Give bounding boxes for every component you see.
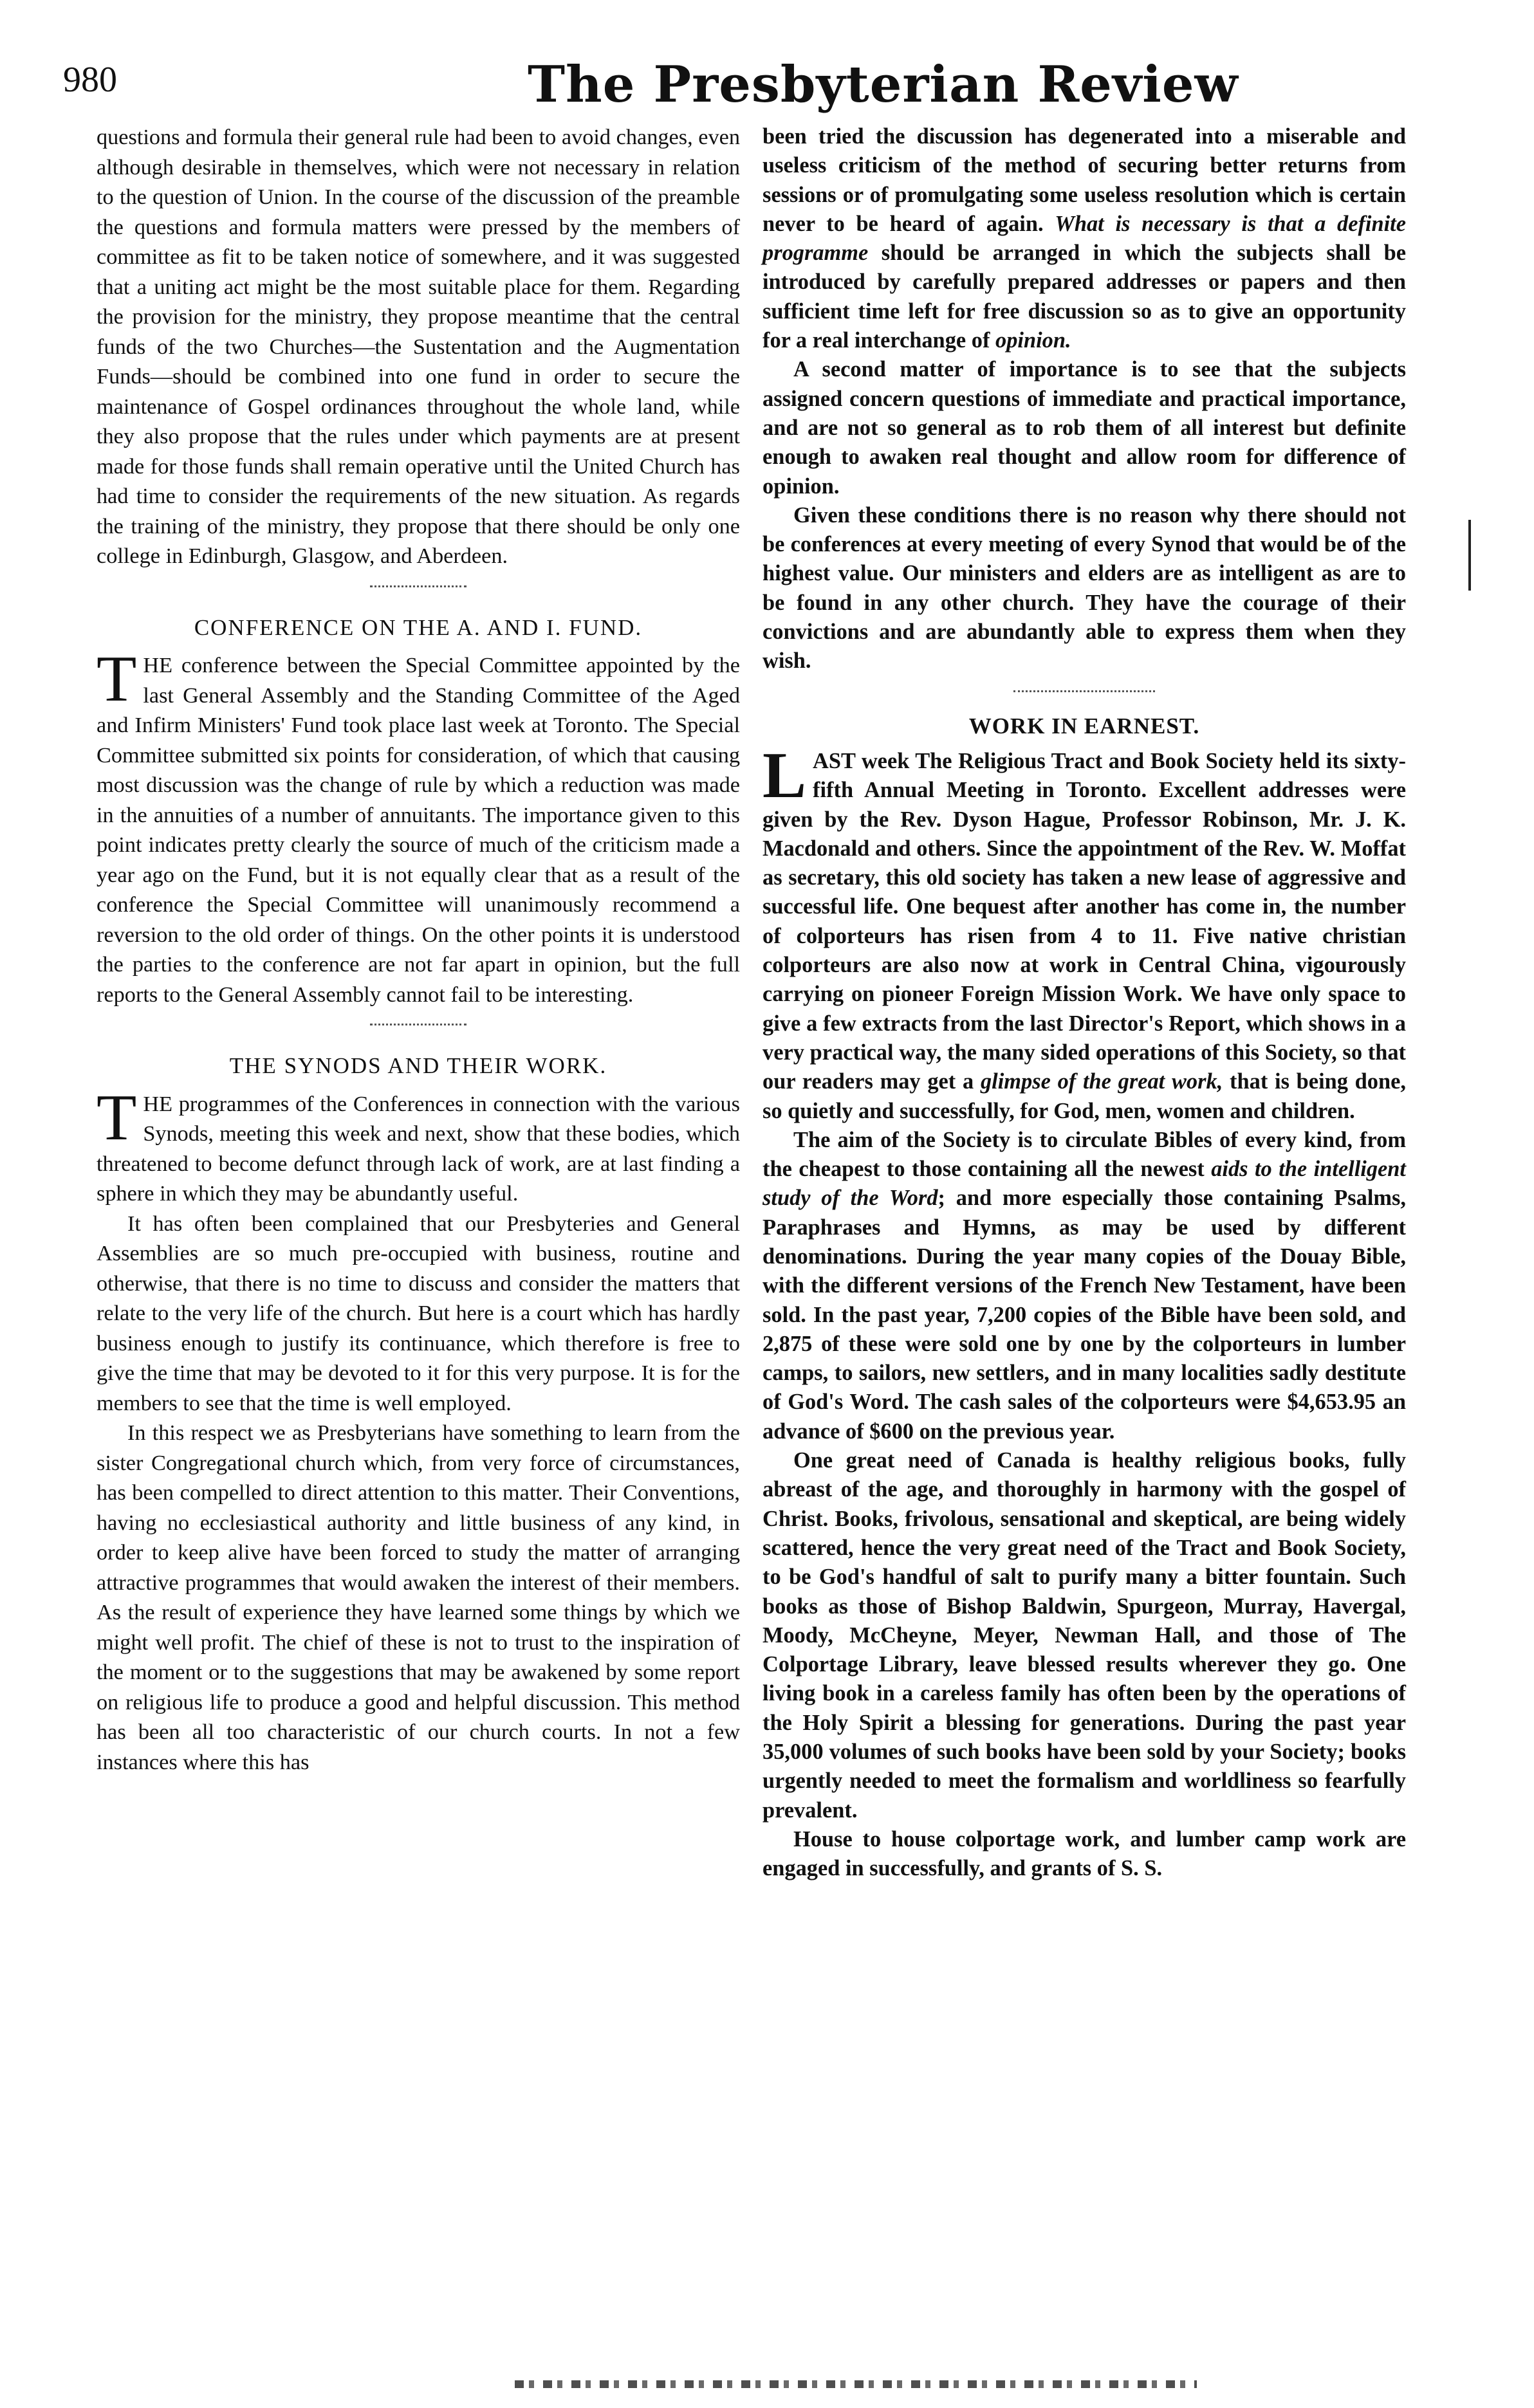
synods-paragraph-3: In this respect we as Presbyterians have something to learn from the sister Congregational church which, from very force of circumstances, has been compelled to direct attention to this matter. Their Conventions, having no ecclesiastical authority and little business of any kind, in order to keep alive have been forced to study the matter of arranging attractive programmes that would awaken the interest of their members. As the result of experience they have learned some things by which we might well profit. The chief of these is not to trust to the inspiration of the moment or to the suggestions that may be awakened by some report on religious life to produce a good and helpful discussion. This method has been all too characteristic of our church courts. In not a few instances where this has [97,1420,740,1774]
synods-dropcap: T [97,1081,137,1154]
work-in-earnest-paragraph-3: One great need of Canada is healthy religious books, fully abreast of the age, and thoroughly in harmony with the gospel of Christ. Books, frivolous, sensational and skeptical, are being widely scattered, hence the very great need of the Tract and Book Society, to be God's handful of salt to purify many a bitter fountain. Such books as those of Bishop Baldwin, Spurgeon, Murray, Havergal, Moody, McCheyne, Meyer, Newman Hall, and those of The Colportage Library, leave blessed results wherever they go. One living book in a careless family has often been by the operations of the Holy Spirit a blessing for generations. During the past year 35,000 volumes of such books have been sold by your Society; books urgently needed to meet the formalism and worldliness so fearfully prevalent. [762,1448,1406,1823]
section-divider [1013,690,1155,692]
union-continued-paragraph: questions and formula their general rule had been to avoid changes, even although desirable in themselves, which were not necessary in relation to the question of Union. In the course of the discussion of the preamble the questions and formula matters were pressed by the members of committee as fit to be taken notice of somewhere, and it was suggested that a uniting act might be the most suitable place for them. Regarding the provision for the ministry, they propose meantime that the central funds of the two Churches—the Sustentation and the Augmentation Funds—should be combined into one fund in order to secure the maintenance of Gospel ordinances throughout the whole land, while they also propose that the rules under which payments are at present made for those funds shall remain operative until the United Church has had time to consider the requirements of the new situation. As regards the training of the ministry, they propose that there should be only one college in Edinburgh, Glasgow, and Aberdeen. [97,125,740,568]
work-in-earnest-paragraph-2 [762,1126,1406,1446]
work-in-earnest-heading: WORK IN EARNEST. [968,713,1200,739]
right-column [762,122,1406,1884]
print-smudge [515,2380,1197,2388]
work-text-1-emphasis: glimpse of the great work, [980,1069,1223,1094]
conference-text: HE conference between the Special Committee appointed by the last General Assembly and the Standing Committee of the Aged and Infirm Ministers' Fund took place last week at Toronto. The Special Committee submitted six points for consideration, of which that causing most discussion was the change of rule by which a reduction was made in the annuities of a number of annuitants. The importance given to this point indicates pretty clearly the source of much of the criticism made a year ago on the Fund, but it is not equally clear that as a result of the conference the Special Committee will unanimously recommend a reversion to the old order of things. On the other points it is understood the parties to the conference are not far apart in opinion, but the full reports to the General Assembly cannot fail to be interesting. [97,653,740,1007]
publication-title: The Presbyterian Review [528,55,1239,114]
section-divider [370,1024,467,1025]
conference-heading: CONFERENCE ON THE A. AND I. FUND. [194,614,643,640]
synods-conditions-paragraph: Given these conditions there is no reason why there should not be conferences at every meeting of every Synod that would be of the highest value. Our ministers and elders are as intelligent as are to be found in any other church. They have the courage of their convictions and are abundantly able to express them when they wish. [762,502,1406,674]
left-column [97,122,740,1777]
synods-paragraph-1 [97,1081,740,1209]
synods-paragraph-2: It has often been complained that our Presbyteries and General Assemblies are so much pre-occupied with business, routine and otherwise, that there is no time to discuss and consider the matters that relate to the very life of the church. But here is a court which has hardly business enough to justify its continuance, which therefore is free to give the time that may be devoted to it for this very purpose. It is for the members to see that the time is well employed. [97,1211,740,1415]
section-divider [370,585,467,587]
work-text-1b: that is being done, so quietly and successfully, for God, men, women and children. [762,1069,1406,1123]
synods-continued-emphasis: What is necessary is that a definite programme [762,211,1406,266]
synods-second-matter-paragraph: A second matter of importance is to see that the subjects assigned concern questions of immediate and practical importance, and are not so general as to rob them of all interest but definite enough to awaken real thought and allow room for difference of opinion. [762,357,1406,499]
synods-continued-text-2: should be arranged in which the subjects shall be introduced by carefully prepared addresses or papers and then sufficient time left for free discussion so as to give an opportunity for a real interchange of [762,241,1406,353]
conference-dropcap: T [97,643,137,715]
synods-continued-emphasis-2: opinion. [995,328,1071,353]
conference-paragraph [97,643,740,1009]
synods-continued-paragraph [762,122,1406,355]
synods-text-1: HE programmes of the Conferences in connection with the various Synods, meeting this week and next, show that these bodies, which threatened to become defunct through lack of work, are at last finding a sphere in which they may be abundantly useful. [97,1091,740,1206]
work-text-1a: AST week The Religious Tract and Book Society held its sixty-fifth Annual Meeting in Toronto. Excellent addresses were given by the Rev. Dyson Hague, Professor Robinson, Mr. J. K. Macdonald and others. Since the appointment of the Rev. W. Moffat as secretary, this old society has taken a new lease of aggressive and successful life. One bequest after another has come in, the number of colporteurs has risen from 4 to 11. Five native christian colporteurs are also now at work in Central China, vigourously carrying on pioneer Foreign Mission Work. We have only space to give a few extracts from the last Director's Report, which shows in a very practical way, the many sided operations of this Society, so that our readers may get a [762,748,1406,1094]
work-in-earnest-paragraph-4: House to house colportage work, and lumber camp work are engaged in successfully, and grants of S. S. [762,1826,1406,1881]
work-text-2b: ; and more especially those containing Psalms, Paraphrases and Hymns, as may be used by different denominations. During the year many copies of the Douay Bible, with the different versions of the French New Testament, have been sold. In the past year, 7,200 copies of the Bible have been sold, and 2,875 of these were sold one by one by the colporteurs in lumber camps, to sailors, new settlers, and in many localities sadly destitute of God's Word. The cash sales of the colporteurs were $4,653.95 an advance of $600 on the previous year. [762,1186,1407,1444]
page-number: 980 [63,60,117,100]
synods-continued-text: been tried the discussion has degenerated into a miserable and useless criticism of the method of securing better returns from sessions or of promulgating some useless resolution which is certain never to be heard of again. [762,124,1406,236]
work-in-earnest-dropcap: L [762,739,807,812]
synods-heading: THE SYNODS AND THEIR WORK. [229,1053,607,1078]
work-text-2-emphasis: aids to the intelligent study of the Word [762,1157,1406,1211]
work-in-earnest-paragraph-1 [762,739,1406,1126]
work-text-2a: The aim of the Society is to circulate Bibles of every kind, from the cheapest to those containing all the newest [762,1127,1406,1182]
margin-mark [1468,520,1471,591]
